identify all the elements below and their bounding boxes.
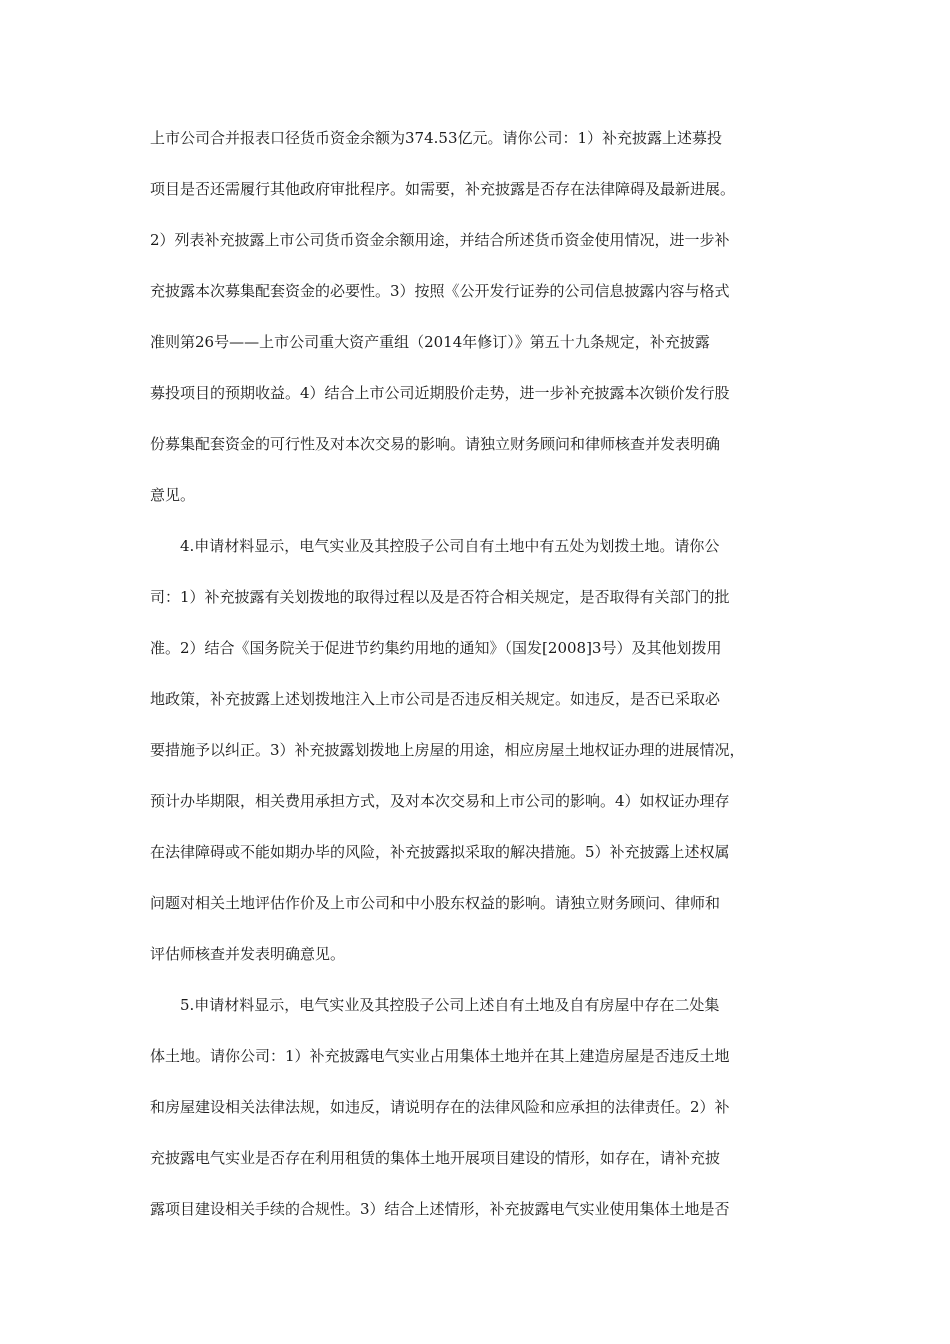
text-line: 份募集配套资金的可行性及对本次交易的影响。请独立财务顾问和律师核查并发表明确 [150,435,721,453]
text-line: 预计办毕期限，相关费用承担方式，及对本次交易和上市公司的影响。4）如权证办理存 [150,792,730,810]
text-line: 准。2）结合《国务院关于促进节约集约用地的通知》（国发[2008]3号）及其他划拨用 [150,639,722,657]
text-line: 评估师核查并发表明确意见。 [150,945,346,963]
text-line: 募投项目的预期收益。4）结合上市公司近期股价走势，进一步补充披露本次锁价发行股 [150,384,730,402]
text-line: 露项目建设相关手续的合规性。3）结合上述情形，补充披露电气实业使用集体土地是否 [150,1200,730,1218]
text-line: 问题对相关土地评估作价及上市公司和中小股东权益的影响。请独立财务顾问、律师和 [150,894,721,912]
text-line: 意见。 [150,486,196,504]
text-line: 上市公司合并报表口径货币资金余额为374.53亿元。请你公司：1）补充披露上述募投 [150,129,723,147]
text-line: 地政策，补充披露上述划拨地注入上市公司是否违反相关规定。如违反，是否已采取必 [150,690,721,708]
text-line: 充披露电气实业是否存在利用租赁的集体土地开展项目建设的情形，如存在，请补充披 [150,1149,721,1167]
text-line: 在法律障碍或不能如期办毕的风险，补充披露拟采取的解决措施。5）补充披露上述权属 [150,843,730,861]
text-line: 司：1）补充披露有关划拨地的取得过程以及是否符合相关规定，是否取得有关部门的批 [150,588,730,606]
text-line: 和房屋建设相关法律法规，如违反，请说明存在的法律风险和应承担的法律责任。2）补 [150,1098,730,1116]
paragraph-first-line: 4.申请材料显示，电气实业及其控股子公司自有土地中有五处为划拨土地。请你公 [180,537,720,555]
text-line: 充披露本次募集配套资金的必要性。3）按照《公开发行证券的公司信息披露内容与格式 [150,282,730,300]
paragraph-first-line: 5.申请材料显示，电气实业及其控股子公司上述自有土地及自有房屋中存在二处集 [180,996,720,1014]
text-line: 2）列表补充披露上市公司货币资金余额用途，并结合所述货币资金使用情况，进一步补 [150,231,730,249]
text-line: 准则第26号——上市公司重大资产重组（2014年修订）》第五十九条规定，补充披露 [150,333,710,351]
text-line: 项目是否还需履行其他政府审批程序。如需要，补充披露是否存在法律障碍及最新进展。 [150,180,736,198]
text-line: 体土地。请你公司：1）补充披露电气实业占用集体土地并在其上建造房屋是否违反土地 [150,1047,730,1065]
text-line: 要措施予以纠正。3）补充披露划拨地上房屋的用途，相应房屋土地权证办理的进展情况， [150,741,745,759]
